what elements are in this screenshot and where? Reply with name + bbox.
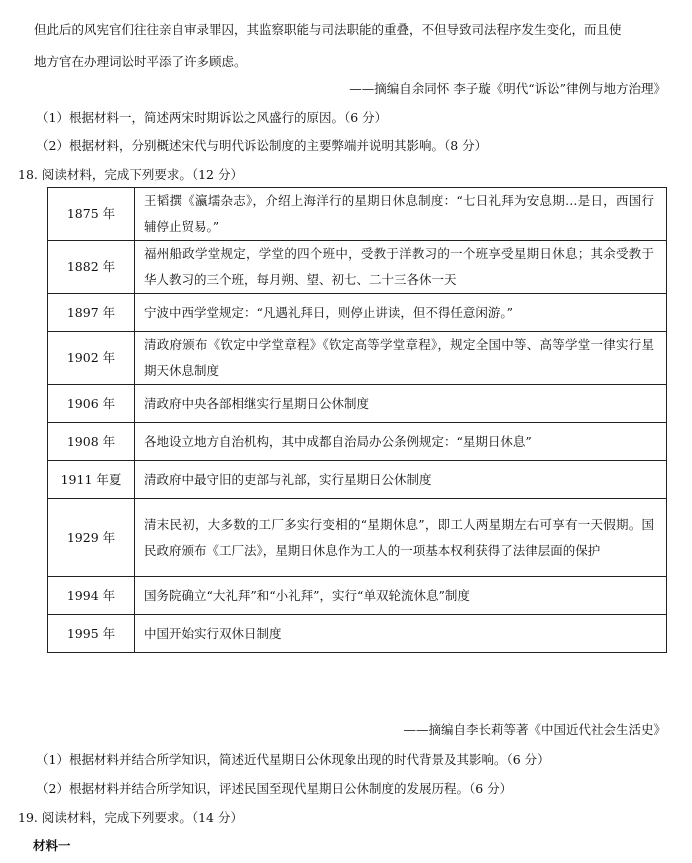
timeline-year: 1906 年 bbox=[48, 385, 135, 423]
question-18-sub1: （1）根据材料并结合所学知识，简述近代星期日公休现象出现的时代背景及其影响。（6 分） bbox=[36, 752, 550, 767]
question-18-heading: 18. 阅读材料，完成下列要求。（12 分） bbox=[18, 167, 243, 182]
question-19-heading: 19. 阅读材料，完成下列要求。（14 分） bbox=[18, 810, 243, 825]
timeline-event: 王韬撰《瀛壖杂志》，介绍上海洋行的星期日休息制度：“七日礼拜为安息期…是日，西国行辅停止贸易。” bbox=[135, 188, 667, 241]
timeline-row bbox=[48, 188, 667, 241]
timeline-year: 1994 年 bbox=[48, 577, 135, 615]
timeline-row bbox=[48, 615, 667, 653]
timeline-row bbox=[48, 499, 667, 577]
timeline-table bbox=[47, 187, 667, 653]
timeline-row bbox=[48, 423, 667, 461]
timeline-row bbox=[48, 332, 667, 385]
table-source: ——摘编自李长莉等著《中国近代社会生活史》 bbox=[403, 722, 666, 737]
question-17-sub1: （1）根据材料一，简述两宋时期诉讼之风盛行的原因。（6 分） bbox=[36, 110, 388, 125]
timeline-event: 清政府中最守旧的吏部与礼部，实行星期日公休制度 bbox=[135, 461, 667, 499]
timeline-year: 1875 年 bbox=[48, 188, 135, 241]
timeline-event: 国务院确立“大礼拜”和“小礼拜”，实行“单双轮流休息”制度 bbox=[135, 577, 667, 615]
timeline-event: 各地设立地方自治机构，其中成都自治局办公条例规定：“星期日休息” bbox=[135, 423, 667, 461]
question-18-sub2: （2）根据材料并结合所学知识，评述民国至现代星期日公休制度的发展历程。（6 分） bbox=[36, 781, 513, 796]
timeline-year: 1911 年夏 bbox=[48, 461, 135, 499]
passage-line: 但此后的风宪官们往往亲自审录罪囚，其监察职能与司法职能的重叠，不但导致司法程序发生变化，而且使 bbox=[34, 22, 622, 37]
timeline-row bbox=[48, 577, 667, 615]
timeline-row bbox=[48, 385, 667, 423]
timeline-event: 宁波中西学堂规定：“凡遇礼拜日，则停止讲读，但不得任意闲游。” bbox=[135, 294, 667, 332]
timeline-year: 1995 年 bbox=[48, 615, 135, 653]
timeline-event: 福州船政学堂规定，学堂的四个班中，受教于洋教习的一个班享受星期日休息；其余受教于华人教习的三个班，每月朔、望、初七、二十三各休一天 bbox=[135, 241, 667, 294]
timeline-year: 1929 年 bbox=[48, 499, 135, 577]
passage-source: ——摘编自余同怀 李子璇《明代“诉讼”律例与地方治理》 bbox=[349, 81, 666, 96]
timeline-event: 清政府颁布《钦定中学堂章程》《钦定高等学堂章程》，规定全国中等、高等学堂一律实行星期天休息制度 bbox=[135, 332, 667, 385]
timeline-event: 中国开始实行双休日制度 bbox=[135, 615, 667, 653]
timeline-year: 1897 年 bbox=[48, 294, 135, 332]
timeline-event: 清政府中央各部相继实行星期日公休制度 bbox=[135, 385, 667, 423]
material-label: 材料一 bbox=[33, 838, 71, 853]
timeline-row bbox=[48, 294, 667, 332]
timeline-row bbox=[48, 461, 667, 499]
question-17-sub2: （2）根据材料，分别概述宋代与明代诉讼制度的主要弊端并说明其影响。（8 分） bbox=[36, 138, 488, 153]
timeline-year: 1882 年 bbox=[48, 241, 135, 294]
timeline-year: 1908 年 bbox=[48, 423, 135, 461]
timeline-year: 1902 年 bbox=[48, 332, 135, 385]
passage-line: 地方官在办理词讼时平添了许多顾虑。 bbox=[34, 54, 247, 69]
timeline-event: 清末民初，大多数的工厂多实行变相的“星期休息”，即工人两星期左右可享有一天假期。国民政府颁布《工厂法》，星期日休息作为工人的一项基本权利获得了法律层面的保护 bbox=[135, 499, 667, 577]
timeline-row bbox=[48, 241, 667, 294]
